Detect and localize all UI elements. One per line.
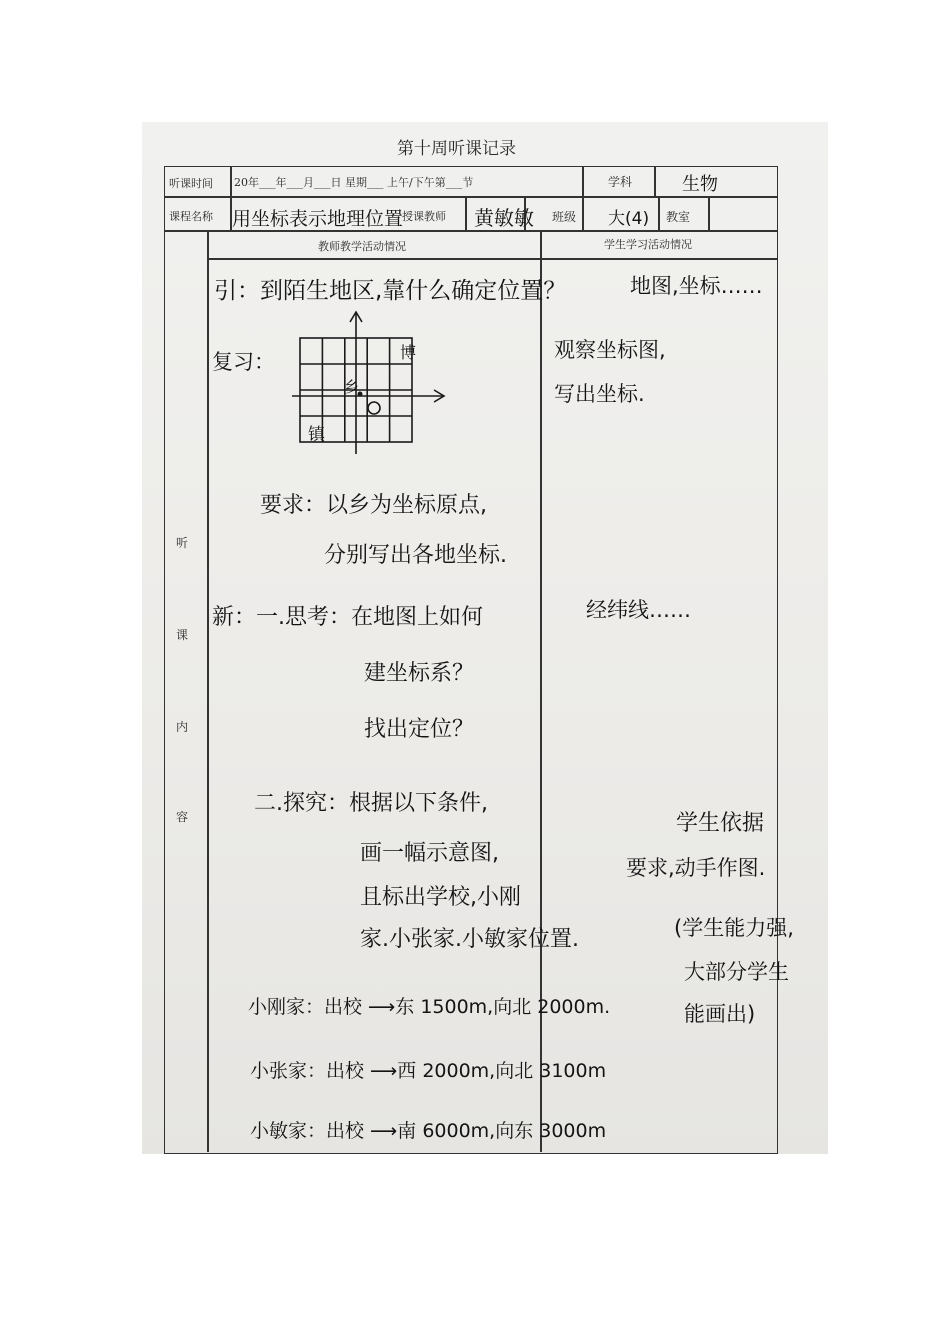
teacher-activity-header: 教师教学活动情况: [318, 240, 406, 253]
note-requirement-2: 分别写出各地坐标.: [324, 543, 507, 568]
note-xiaomin: 小敏家：出校 ⟶南 6000m,向东 3000m: [250, 1120, 607, 1142]
grid-label-bottom-left: 镇: [308, 425, 325, 445]
course-value: 用坐标表示地理位置: [232, 208, 404, 230]
course-label: 课程名称: [169, 210, 213, 223]
page-title: 第十周听课记录: [397, 139, 516, 159]
side-label-1: 听: [176, 536, 189, 550]
note-explore-2: 画一幅示意图,: [360, 841, 499, 866]
note-xiaozhang: 小张家：出校 ⟶西 2000m,向北 3100m: [250, 1060, 607, 1082]
note-requirement: 要求：以乡为坐标原点,: [260, 493, 487, 518]
subject-value: 生物: [682, 174, 718, 195]
grid-label-center: 乡: [344, 378, 360, 396]
subject-label: 学科: [608, 175, 633, 189]
room-label: 教室: [666, 210, 691, 224]
side-label-4: 容: [176, 810, 189, 824]
student-note-4: 经纬线……: [586, 598, 691, 622]
class-value: 大(4): [608, 209, 650, 229]
student-activity-header: 学生学习活动情况: [604, 238, 692, 251]
note-review: 复习：: [212, 350, 275, 374]
note-explore-3: 且标出学校,小刚: [360, 885, 521, 910]
student-note-8: 大部分学生: [684, 960, 789, 984]
student-note-2: 观察坐标图,: [554, 338, 666, 362]
note-new-think-2: 建坐标系？: [364, 661, 475, 686]
time-value: 20年___年___月___日 星期___ 上午/下午第___节: [234, 176, 474, 189]
side-label-2: 课: [176, 628, 189, 642]
student-note-9: 能画出): [684, 1002, 756, 1026]
note-new-think-3: 找出定位？: [364, 717, 475, 742]
student-note-7: (学生能力强,: [674, 916, 794, 940]
teacher-value: 黄敏敏: [474, 206, 534, 230]
teacher-label: 授课教师: [402, 210, 446, 223]
note-intro: 引：到陌生地区,靠什么确定位置？: [214, 278, 567, 304]
note-xiaogang: 小刚家：出校 ⟶东 1500m,向北 2000m.: [248, 996, 611, 1018]
student-note-3: 写出坐标.: [554, 382, 645, 406]
note-explore: 二.探究：根据以下条件,: [254, 791, 488, 816]
time-label: 听课时间: [169, 177, 213, 190]
note-explore-4: 家.小张家.小敏家位置.: [360, 927, 579, 952]
document-photo: [142, 122, 828, 1154]
class-label: 班级: [552, 210, 577, 224]
side-label-3: 内: [176, 720, 189, 734]
student-note-6: 要求,动手作图.: [626, 856, 766, 880]
note-new-think: 新：一.思考：在地图上如何: [212, 605, 483, 630]
student-note-1: 地图,坐标……: [630, 274, 763, 298]
grid-label-top-right: 博: [400, 343, 417, 362]
student-note-5: 学生依据: [676, 811, 765, 836]
